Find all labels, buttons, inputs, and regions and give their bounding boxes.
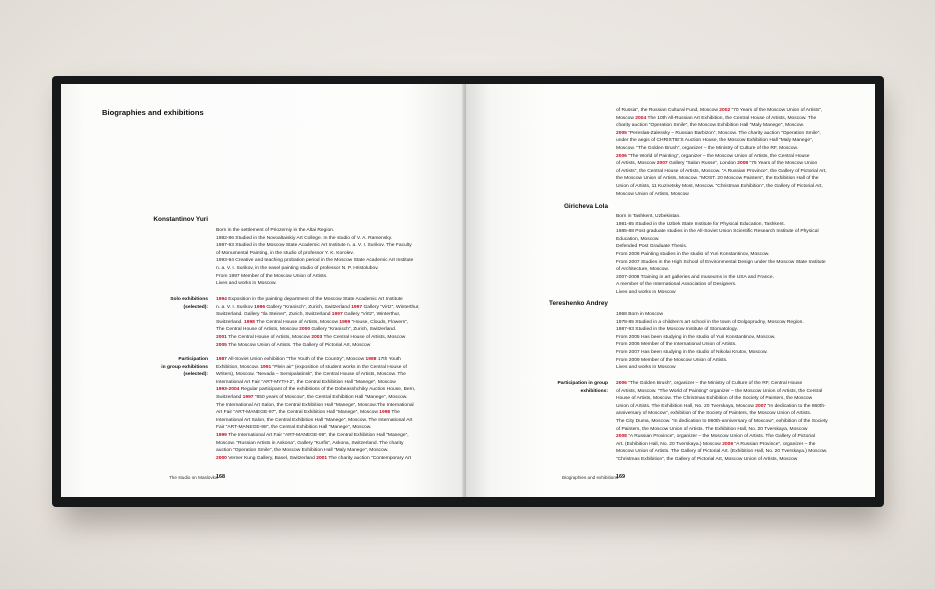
text-line: House of Artists, Moscow. The Christmas Exhibition of the Society of Painters, the Moscow bbox=[616, 396, 813, 402]
text-line: Art. (Exhibition Hall, No. 20 Tverskaya.) Moscow 2009 “A Russian Province”, organizer – the bbox=[616, 441, 816, 447]
text-line: The Central House of Artists, Moscow 2000 Gallery “Kranisch”, Zurich, Switzerland. bbox=[216, 327, 397, 333]
text-line: Lives and works in Moscow bbox=[616, 365, 676, 371]
text-line: Lives and works in Moscow bbox=[616, 289, 676, 295]
bio-tereshenko bbox=[616, 311, 804, 372]
year-marker: 2001 bbox=[316, 455, 328, 461]
text-line: Fair “ART-MANEGE-98”, the Central Exhibition Hall “Manege”, Moscow. bbox=[216, 425, 372, 431]
text-line: 1982-86 Studied in the Novoaltaiskiy Art College. In the studio of V. A. Ramensky. bbox=[216, 235, 393, 241]
year-marker: 1988 bbox=[365, 357, 377, 362]
page-number-left: 168 bbox=[216, 474, 225, 480]
year-marker: 2003 bbox=[311, 334, 323, 340]
text-line: auction “Operation Smile”, the Moscow Exhibition Hall “Maly Manege”, Moscow. bbox=[216, 448, 389, 454]
text-line: Moscow Union of Artists, Moscow bbox=[616, 191, 689, 197]
text-line: From 1997 Member of the Moscow Union of Artists. bbox=[216, 273, 328, 279]
text-line: 1985-88 Post graduate studies in the All-Soviet Union Scientific Research Institute of Physical bbox=[616, 229, 819, 235]
text-line: From 2007 Has been studying in the studio of Nikolai Krutov, Moscow. bbox=[616, 349, 768, 355]
text-line: 1978-85 Studied in a children’s art school in the town of Dolgoprudny, Moscow Region. bbox=[616, 319, 804, 325]
year-marker: 1999 bbox=[216, 432, 227, 438]
text-line: Moscow. “The Golden Brush”, organizer – the Ministry of Culture of the RF, Moscow. bbox=[616, 145, 799, 151]
text-line: The International Art Salon, the Central Exhibition Hall “Manege”, Moscow.The International bbox=[216, 402, 414, 408]
year-marker: 2009 bbox=[722, 441, 734, 447]
text-line: 1968 Born in Moscow bbox=[616, 312, 664, 317]
text-line: Born in the settlement of Priozerniy in the Altai Region. bbox=[216, 228, 335, 233]
year-marker: 2006 bbox=[616, 381, 627, 386]
footer-title-right: Biographies and exhibitions bbox=[562, 475, 619, 480]
year-marker: 2000 bbox=[216, 455, 227, 461]
year-marker: 2001 bbox=[216, 334, 227, 340]
text-line: anniversary of Moscow”, exhibition of the Society of Painters, the Moscow Union of Artists. bbox=[616, 411, 812, 417]
text-line: Participation in group bbox=[557, 381, 608, 386]
year-marker: 1994 bbox=[216, 297, 227, 302]
text-line: 2005 The Moscow Union of Artists. The Gallery of Pictorial Art, Moscow bbox=[216, 342, 371, 348]
text-line: From 2006 Painting studies in the studio of Yuri Konstantinov, Moscow. bbox=[616, 251, 770, 257]
text-line: “Christmas Exhibition”, the Gallery of Pictorial Art, Moscow Union of Artists, Moscow bbox=[616, 456, 798, 462]
text-line: Participation bbox=[178, 357, 208, 362]
year-marker: 1999 bbox=[339, 319, 351, 325]
text-line: 1999 The International Art Fair “ART-MANEGE-99”, the Central Exhibition Hall “Manege”, bbox=[216, 432, 409, 438]
text-line: 2005 “Pereslaв-Zalessky – Russian Barbizon”, Moscow. The charity auction “Operation Smile”, bbox=[616, 130, 821, 136]
text-line: 2006 “The World of Painting”, organizer – the Moscow Union of Artists, the Central House bbox=[616, 153, 810, 159]
text-line: 2000 Verner Kung Gallery, Basel, Switzerland 2001 The charity auction “Contemporary Art bbox=[216, 455, 412, 461]
year-marker: 2007 bbox=[755, 403, 767, 409]
year-marker: 2005 bbox=[216, 342, 227, 348]
text-line: 1981-85 Studied in the Uzbek State Institute for Physical Education, Tashkent. bbox=[616, 221, 786, 227]
text-line: Writers), Moscow. “Nevada – Semipalatinsk”, the Central House of Artists, Moscow. The bbox=[216, 372, 406, 378]
year-marker: 1991 bbox=[260, 364, 272, 370]
text-line: Union of Artists, 11 Kuznetsky Most, Moscow. “Christmas Exhibition”, the Gallery of Pictorial Art, bbox=[616, 183, 823, 189]
text-line: of Artists, Moscow. “The World of Painting” organizer – the Moscow Union of Artists, the Central bbox=[616, 388, 823, 394]
text-line: charity auction “Operation Smile”, the Moscow Exhibition Hall “Maly Manege”, Moscow. bbox=[616, 123, 805, 129]
year-marker: 2005 bbox=[616, 130, 627, 136]
artist-name-giricheva: Giricheva Lola bbox=[563, 203, 608, 210]
text-line: International Art Salon, the Central Exhibition Hall “Manege”, Moscow. The International Art bbox=[216, 417, 413, 423]
artist-name-tereshenko: Tereshenko Andrey bbox=[549, 300, 608, 307]
text-line: exhibitions: bbox=[580, 388, 608, 394]
text-line: Switzerland. 1998 The Central House of Artists, Moscow 1999 “House, Clouds, Flowers”, bbox=[216, 319, 409, 325]
year-marker: 1997 bbox=[242, 394, 254, 400]
text-line: Defended Post Graduate Thesis. bbox=[616, 244, 688, 250]
text-line: 1993-2004 Regular participant of the exhibitions of the Dobeasshchiky Auction House, Bern, bbox=[216, 387, 416, 393]
year-marker: 2006 bbox=[616, 153, 627, 159]
year-marker: 1996 bbox=[254, 304, 266, 310]
page-number-right: 169 bbox=[616, 474, 625, 480]
text-line: (selected): bbox=[183, 304, 208, 310]
text-line: Union of Artists. The Exhibition Hall, No. 20 Tverskaya, Moscow 2007 “In dedication to the 860th- bbox=[616, 403, 826, 409]
bio-giricheva bbox=[616, 213, 826, 297]
bio-konstantinov bbox=[216, 227, 413, 288]
year-marker: 1997 bbox=[331, 312, 343, 318]
artist-name-konstantinov: Konstantinov Yuri bbox=[153, 216, 208, 223]
text-line: From 2007 Studies in the High School of Environmental Design under the Moscow State Institute bbox=[616, 259, 826, 265]
text-line: Lives and works in Moscow. bbox=[216, 281, 277, 287]
text-line: 1987-93 Studied in the Moscow State Academic Art Institute n. a. V. I. Surikov. The Faculty bbox=[216, 243, 412, 249]
text-line: 1993-94 Creative and teaching probation period in the Moscow State Academic Art Institute bbox=[216, 258, 414, 264]
text-line: 2001 The Central House of Artists, Moscow 2003 The Central House of Artists, Moscow bbox=[216, 334, 406, 340]
text-line: 1987 All-Soviet Union exhibition “The Youth of the Country”, Moscow 1988 17th Youth bbox=[216, 357, 401, 362]
solo-exhibitions-label bbox=[170, 296, 208, 311]
text-line: Switzerland. Gallery “Ila Steiner”, Zurich, Switzerland 1997 Gallery “Virtz”, Winterthur, bbox=[216, 312, 401, 318]
text-line: of Artists”, the Central House of Artists, Moscow. “A Russian Province”, the Gallery of Pictorial Art, bbox=[616, 168, 827, 174]
group-exhibitions-list bbox=[216, 356, 415, 462]
text-line: 1987-93 Studied in the Moscow Institute of Stomatology. bbox=[616, 327, 738, 333]
solo-exhibitions-list bbox=[216, 296, 420, 349]
year-marker: 2007 bbox=[656, 161, 668, 167]
year-marker: 2004 bbox=[635, 115, 647, 121]
text-line: in group exhibitions bbox=[161, 364, 208, 370]
left-page bbox=[61, 84, 465, 497]
year-marker: 2002 bbox=[719, 108, 731, 113]
text-line: 2006 “The Golden Brush”, organizer – the Ministry of Culture of the RF, Central House bbox=[616, 381, 803, 386]
continued-exhibitions-list bbox=[616, 107, 827, 198]
text-line: International Art Fair “ART-MYTH-2”, the Central Exhibition Hall “Manege”, Moscow bbox=[216, 379, 396, 385]
text-line: n. a. V. I. Surikov 1996 Gallery “Kranisch”, Zurich, Switzerland 1997 Gallery “Virtz”, Winterthur, bbox=[216, 304, 420, 310]
year-marker: 1997 bbox=[351, 304, 363, 310]
text-line: of Russia”, the Russian Cultural Fund, Moscow 2002 “70 Years of the Moscow Union of Artists”, bbox=[616, 108, 823, 113]
text-line: 2008 “A Russian Province”, organizer – the Moscow Union of Artists. The Gallery of Pictorial bbox=[616, 434, 815, 440]
year-marker: 2008 bbox=[616, 434, 627, 440]
group-exhibitions-label bbox=[161, 356, 208, 379]
text-line: From 2005 Has been studying in the studio of Yuri Konstantinov, Moscow. bbox=[616, 334, 776, 340]
year-marker: 1993-2004 bbox=[216, 387, 240, 393]
text-line: Born in Tashkent, Uzbekistan. bbox=[616, 214, 681, 219]
text-line: of Painters, the Moscow Union of Artists. The Exhibition Hall, No. 20 Tverskaya, Moscow bbox=[616, 426, 808, 432]
text-line: under the aegis of CHRISTIE’S Auction House, the Moscow Exhibition Hall “Maly Manege”, bbox=[616, 138, 814, 144]
year-marker: 1987 bbox=[216, 357, 227, 362]
tereshenko-group-list bbox=[616, 380, 828, 464]
year-marker: 1998 bbox=[244, 319, 255, 325]
tereshenko-group-label bbox=[557, 380, 608, 395]
text-line: Art Fair “ART-MANEGE-97”, the Central Exhibition Hall “Manege”, Moscow 1998 The bbox=[216, 410, 400, 416]
text-line: of Architecture, Moscow. bbox=[616, 267, 670, 273]
year-marker: 2008 bbox=[737, 161, 749, 167]
text-line: (selected): bbox=[183, 372, 208, 378]
text-line: 1994 Exposition in the painting department of the Moscow State Academic Art Institute bbox=[216, 297, 403, 302]
text-line: Moscow. “Russian Artists in Askona”, Gallery “Kurfis”, Askona, Switzerland. The charity bbox=[216, 440, 404, 446]
year-marker: 1998 bbox=[379, 410, 391, 416]
footer-title-left: The studio on Maslovka bbox=[169, 475, 218, 480]
text-line: Education, Moscow. bbox=[616, 236, 660, 242]
text-line: Moscow 2004 The 10th All-Russian Art Exhibition, the Central House of Artists, Moscow. The bbox=[616, 115, 817, 121]
text-line: Switzerland 1997 “850 years of Moscow”, the Central Exhibition Hall “Manege”, Moscow. bbox=[216, 394, 408, 400]
text-line: A member of the International Association of Designers. bbox=[616, 282, 737, 288]
text-line: of Artists, Moscow 2007 Gallery “Salon Russe”, London 2008 “75 Years of the Moscow Union bbox=[616, 161, 818, 167]
year-marker: 2000 bbox=[299, 327, 311, 333]
text-line: From 2006 Member of the International Union of Artists. bbox=[616, 342, 737, 348]
text-line: Moscow Union of Artists. The Gallery of Pictorial Art. (Exhibition Hall, No. 20 Tverskaya.) Moscow. bbox=[616, 449, 828, 455]
right-page bbox=[466, 84, 875, 497]
text-line: 2007-2008 Training in art galleries and museums in the USA and France. bbox=[616, 274, 774, 280]
page-heading: Biographies and exhibitions bbox=[102, 108, 204, 117]
text-line: The City Duma, Moscow. “In dedication to 860th-anniversary of Moscow”, exhibition of the Society bbox=[616, 418, 828, 424]
text-line: n. a. V. I. Surikov, in the easel painting studio of professor N. P. Hristolubov. bbox=[216, 265, 379, 271]
text-line: the Moscow Union of Artists, Moscow. “MOST. 20 Moscow Painters”, the Exhibition Hall of the bbox=[616, 176, 819, 182]
text-line: Solo exhibitions bbox=[170, 297, 208, 302]
text-line: From 2009 Member of the Moscow Union of Artists. bbox=[616, 357, 728, 363]
text-line: Exhibition, Moscow. 1991 “Plein air” (exposition of student works in the Central House of bbox=[216, 364, 407, 370]
text-line: of Monumental Painting, in the studio of professor Y. K. Korolev. bbox=[216, 250, 354, 256]
